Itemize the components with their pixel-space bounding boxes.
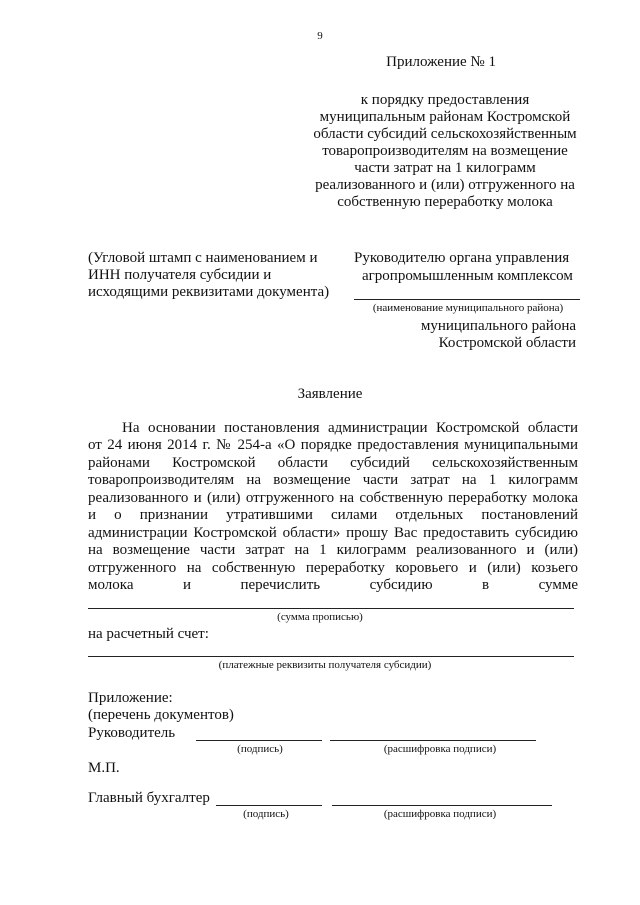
- statement-title: Заявление: [297, 386, 363, 402]
- head-signature-field[interactable]: [196, 740, 322, 741]
- body-line: от 24 июня 2014 г. № 254-а «О порядке предоставления муниципальными: [88, 437, 578, 453]
- appendix-subtitle-line: муниципальным районам Костромской: [319, 109, 571, 125]
- stamp-line: (Угловой штамп с наименованием и: [88, 250, 318, 266]
- account-label: на расчетный счет:: [88, 626, 209, 642]
- body-line: и о признании утратившими силами отдельных постановлений: [88, 507, 578, 523]
- appendix-subtitle-line: товаропроизводителям на возмещение: [322, 143, 568, 159]
- attachment-docs: (перечень документов): [88, 707, 234, 723]
- seal-placeholder: М.П.: [88, 760, 120, 776]
- accountant-signature-field[interactable]: [216, 805, 322, 806]
- head-name-field[interactable]: [330, 740, 536, 741]
- head-name-hint: (расшифровка подписи): [383, 743, 497, 755]
- addressee-line3: муниципального района: [420, 318, 576, 334]
- addressee-line4: Костромской области: [438, 335, 576, 351]
- payment-details-field[interactable]: [88, 656, 574, 657]
- sum-in-words-hint: (сумма прописью): [277, 611, 363, 623]
- appendix-title: Приложение № 1: [386, 54, 496, 70]
- district-name-field[interactable]: [354, 299, 580, 300]
- attachment-label: Приложение:: [88, 690, 173, 706]
- head-signature-hint: (подпись): [237, 743, 283, 755]
- accountant-label: Главный бухгалтер: [88, 790, 210, 806]
- body-line: реализованного и (или) отгруженного на собственную переработку молока: [88, 490, 578, 506]
- addressee-line2: агропромышленным комплексом: [362, 268, 573, 284]
- body-line: администрации Костромской области» прошу Вас предоставить субсидию: [88, 525, 578, 541]
- appendix-subtitle-line: собственную переработку молока: [337, 194, 553, 210]
- body-line: отгруженного на собственную переработку коровьего и (или) козьего: [88, 560, 578, 576]
- head-label: Руководитель: [88, 725, 176, 741]
- corner-stamp-note: [88, 250, 348, 301]
- appendix-subtitle: [300, 92, 590, 211]
- district-name-hint: (наименование муниципального района): [372, 302, 564, 314]
- accountant-name-hint: (расшифровка подписи): [383, 808, 497, 820]
- sum-in-words-field[interactable]: [88, 608, 574, 609]
- payment-details-hint: (платежные реквизиты получателя субсидии): [218, 659, 432, 671]
- body-line: товаропроизводителям на возмещение части затрат на 1 килограмм: [88, 472, 578, 488]
- body-line: районами Костромской области субсидий сельскохозяйственным: [88, 455, 578, 471]
- stamp-line: ИНН получателя субсидии и: [88, 267, 272, 283]
- body-line: на возмещение части затрат на 1 килограмм реализованного и (или): [88, 542, 578, 558]
- appendix-subtitle-line: реализованного и (или) отгруженного на: [315, 177, 575, 193]
- body-line: молока и перечислить субсидию в сумме: [88, 577, 578, 593]
- accountant-signature-hint: (подпись): [243, 808, 289, 820]
- appendix-subtitle-line: к порядку предоставления: [360, 92, 530, 108]
- stamp-line: исходящими реквизитами документа): [88, 284, 330, 300]
- appendix-subtitle-line: области субсидий сельскохозяйственным: [313, 126, 577, 142]
- body-line: На основании постановления администрации Костромской области: [122, 420, 578, 436]
- accountant-name-field[interactable]: [332, 805, 552, 806]
- page-number: 9: [317, 30, 323, 42]
- addressee-line1: Руководителю органа управления: [354, 250, 570, 266]
- appendix-subtitle-line: части затрат на 1 килограмм: [354, 160, 536, 176]
